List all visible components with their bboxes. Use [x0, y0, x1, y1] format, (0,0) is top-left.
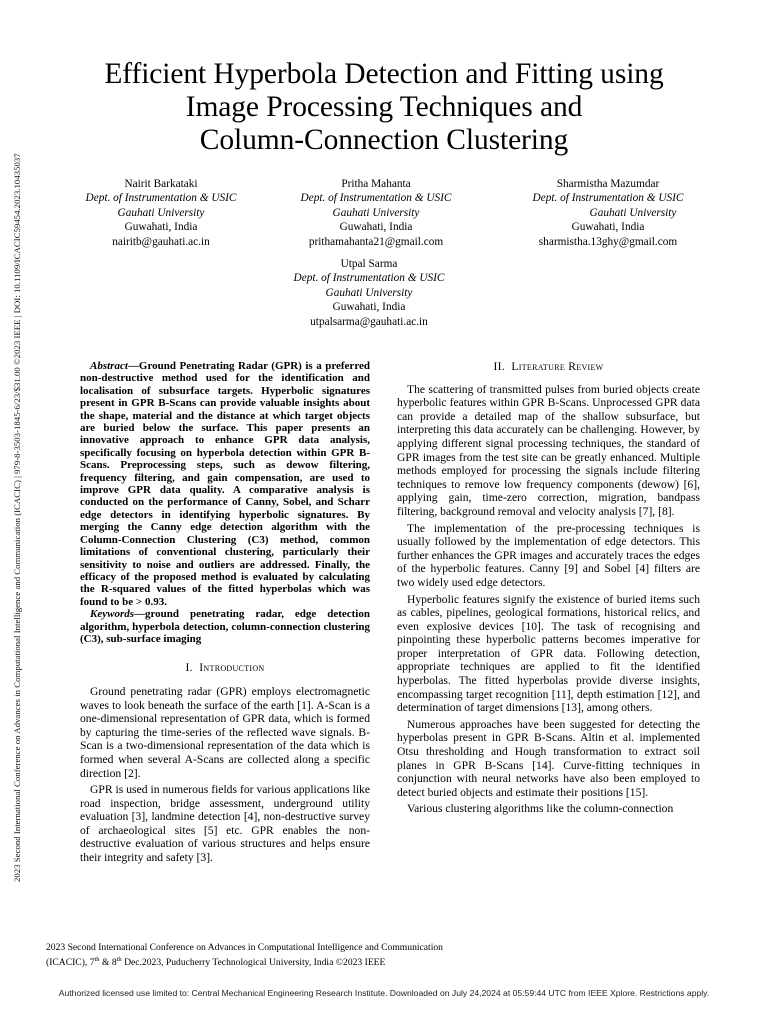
conference-footer: [46, 942, 566, 969]
author-university: Gauhati University: [589, 206, 677, 219]
litreview-paragraph-1: The scattering of transmitted pulses from buried objects create hyperbolic features within GPR B-Scans. Unprocessed GPR data can provide a detailed map of the shallow subsurface, but interpreting this data accurately can be challenging. However, by applying different signal processing techniques, the standard of GPR images from the test site can be greatly enhanced. Multiple methods employed for processing the signals include filtering techniques to remove low frequency components (dewow) [6], applying gain, time-zero correction, migration, bandpass filtering, background removal and velocity analysis [7], [8].: [397, 382, 700, 518]
author-dept: Dept. of Instrumentation & USIC: [293, 272, 445, 285]
author-block-3: [508, 177, 708, 249]
conference-line-2-part: & 8: [99, 957, 117, 969]
conference-line-2: [46, 954, 566, 969]
section-heading-literature-review: [397, 360, 700, 374]
section-number: II.: [493, 360, 505, 373]
abstract-label: Abstract: [90, 360, 128, 372]
abstract: [80, 360, 370, 608]
author-block-2: [281, 177, 471, 249]
author-email[interactable]: prithamahanta21@gmail.com: [308, 235, 444, 248]
section-title: Literature Review: [511, 360, 604, 373]
author-name: Utpal Sarma: [340, 258, 398, 270]
author-dept: Dept. of Instrumentation & USIC: [532, 192, 684, 205]
author-name: Sharmistha Mazumdar: [556, 178, 660, 190]
superscript: th: [116, 956, 122, 963]
author-university: Gauhati University: [325, 286, 413, 299]
litreview-paragraph-4: Numerous approaches have been suggested for detecting the hyperbolas present in GPR B-Scans. Altin et al. implemented Otsu thresholding and Hough transformation to extract soil planes in GPR B-Scans [14]. Curve-fitting techniques in conjunction with neural networks have also been employed to detect buried objects and estimate their positions [15].: [397, 717, 700, 799]
section-number: I.: [185, 661, 193, 675]
intro-paragraph-2: GPR is used in numerous fields for various applications like road inspection, bridge assessment, underground utility evaluation [3], landmine detection [4], non-destructive survey of archaeological sites [5] etc. GPR enables the non-destructive evaluation of various structures and helps ensure their integrity and safety [3].: [80, 783, 370, 865]
author-block-4: [274, 257, 464, 329]
litreview-paragraph-3: Hyperbolic features signify the existence of buried items such as cables, pipelines, geological formations, historical relics, and even explosive devices [10]. The task of recognising and pinpointing these hyperbolic patterns becomes imperative for proper interpretation of GPR data. Following detection, appropriate techniques are applied to fit the identified hyperbolas. The fitted hyperbolas provide diverse insights, encompassing target recognition [11], depth estimation [12], and determination of target dimensions [13], among others.: [397, 592, 700, 715]
author-block-1: [66, 177, 256, 249]
title-line-2: Image Processing Techniques and: [185, 91, 583, 123]
litreview-paragraph-2: The implementation of the pre-processing techniques is usually followed by the implementation of edge detectors. This further enhances the GPR images and accurately traces the edges of the hyperbolic features. Canny [9] and Sobel [4] filters are two widely used edge detectors.: [397, 521, 700, 589]
keywords: [80, 608, 370, 645]
section-title: Introduction: [199, 661, 265, 675]
author-name: Pritha Mahanta: [341, 178, 411, 190]
author-dept: Dept. of Instrumentation & USIC: [300, 192, 452, 205]
conference-line-2-part: (ICACIC), 7: [46, 957, 95, 969]
author-city: Guwahati, India: [124, 221, 198, 234]
license-notice: Authorized licensed use limited to: Central Mechanical Engineering Research Institute. Downloaded on July 24,2024 at 05:59:44 UTC from IEEE Xplore. Restrictions apply.: [58, 988, 710, 998]
left-column: [80, 360, 370, 868]
section-heading-introduction: [80, 661, 370, 675]
author-email[interactable]: sharmistha.13ghy@gmail.com: [538, 235, 678, 248]
author-city: Guwahati, India: [571, 221, 645, 234]
author-name: Nairit Barkataki: [124, 178, 198, 190]
conference-line-1: 2023 Second International Conference on Advances in Computational Intelligence and Communication: [46, 942, 443, 953]
intro-paragraph-1: Ground penetrating radar (GPR) employs electromagnetic waves to look beneath the surface of the earth [1]. A-Scan is a one-dimensional representation of GPR data, which is formed by capturing the time-series of the reflected wave signals. B- Scan is a two-dimensional representation of the data which is formed when several A-Scans are collected along a specific direction [2].: [80, 684, 370, 780]
superscript: th: [94, 956, 100, 963]
litreview-paragraph-5: Various clustering algorithms like the column-connection: [407, 802, 674, 816]
keywords-label: Keywords: [90, 608, 134, 621]
keywords-text: —ground penetrating radar, edge detection algorithm, hyperbola detection, column-connection clustering (C3), sub-surface imaging: [80, 608, 370, 645]
author-university: Gauhati University: [117, 206, 205, 219]
author-dept: Dept. of Instrumentation & USIC: [85, 192, 237, 205]
author-email[interactable]: utpalsarma@gauhati.ac.in: [310, 315, 428, 328]
title-line-1: Efficient Hyperbola Detection and Fitting using: [104, 58, 664, 90]
paper-title: [70, 58, 698, 157]
abstract-text: —Ground Penetrating Radar (GPR) is a preferred non-destructive method used for the identification and localisation of subsurface targets. Hyperbolic signatures present in GPR B-Scans can provide valuable insights about the shape, material and the distance at which target objects are buried below the surface. This paper presents an innovative approach to enhance GPR data analysis, specifically focusing on hyperbola detection within GPR B-Scans. Preprocessing steps, such as dewow filtering, frequency filtering, and gain compensation, are used to improve GPR data quality. A comparative analysis is conducted on the performance of Canny, Sobel, and Scharr edge detectors in identifying hyperbolic signatures. By merging the Canny edge detection algorithm with the Column-Connection Clustering (C3) method, common limitations of conventional clustering, particularly their sensitivity to noise and outliers are addressed. Finally, the efficacy of the proposed method is evaluated by calculating the R-squared values of the fitted hyperbolas which was found to be > 0.93.: [80, 360, 370, 608]
title-line-3: Column-Connection Clustering: [199, 124, 569, 156]
conference-line-2-part: Dec.2023, Puducherry Technological University, India ©2023 IEEE: [121, 957, 386, 969]
author-email[interactable]: nairitb@gauhati.ac.in: [112, 235, 210, 248]
author-university: Gauhati University: [332, 206, 420, 219]
author-city: Guwahati, India: [339, 221, 413, 234]
right-column: [397, 360, 700, 819]
sidebar-citation: 2023 Second International Conference on Advances in Computational Intelligence and Communication (ICACIC) | 979-8-3503-1845-6/23/$31.00 ©2023 IEEE | DOI: 10.1109/ICACIC59454.2023.10435037: [12, 153, 22, 882]
author-city: Guwahati, India: [332, 301, 406, 314]
